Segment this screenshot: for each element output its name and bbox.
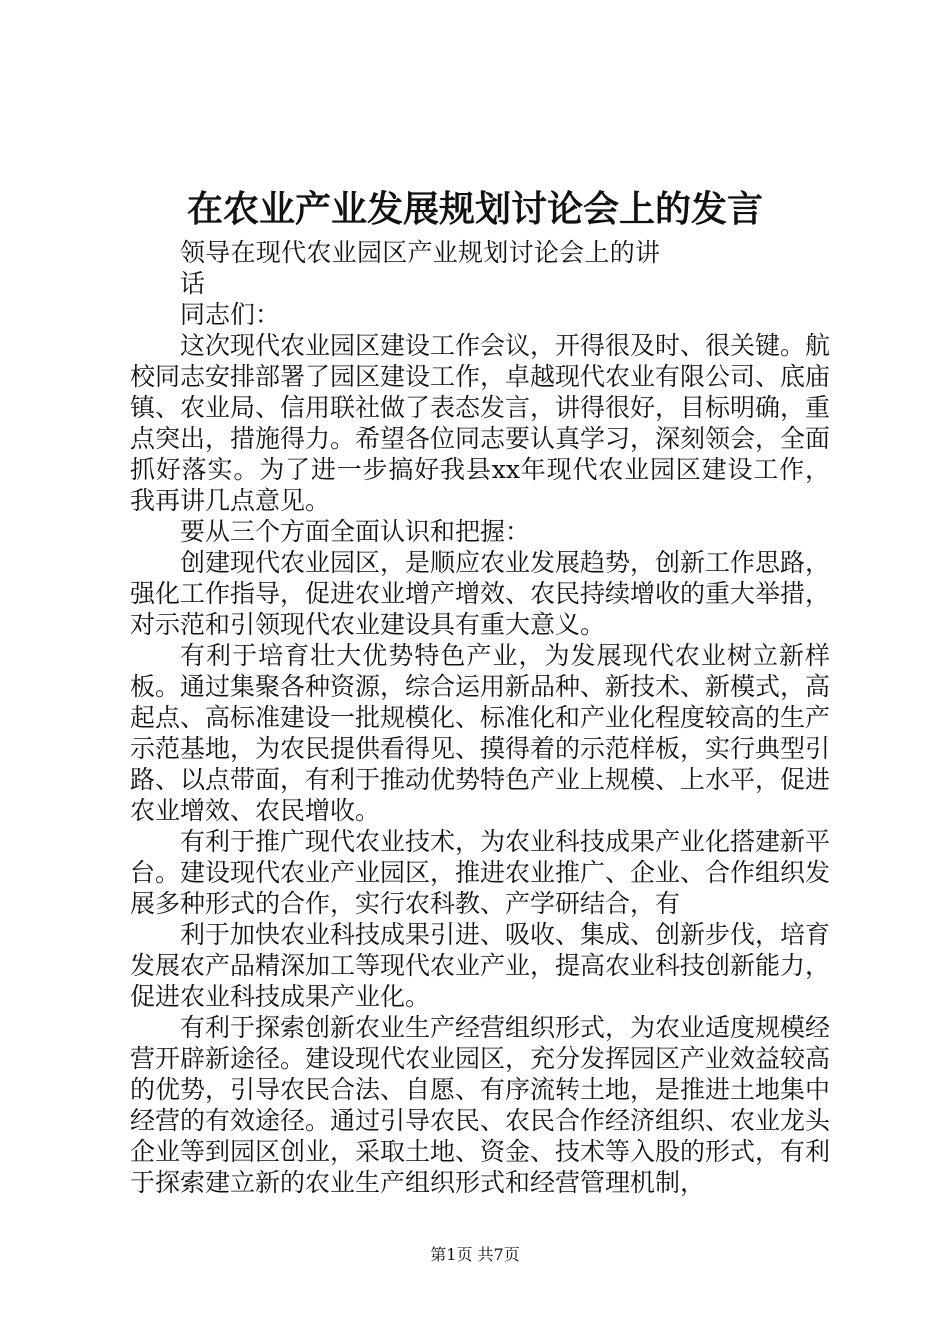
paragraph: 有利于探索创新农业生产经营组织形式，为农业适度规模经营开辟新途径。建设现代农业园区，充分发挥园区产业效益较高的优势，引导农民合法、自愿、有序流转土地，是推进土地集中经营的有效途径。通过引导农民、农民合作经济组织、农业龙头企业等到园区创业，采取土地、资金、技术等入股的形式，有利于探索建立新的农业生产组织形式和经营管理机制， bbox=[130, 1013, 831, 1197]
paragraph: 利于加快农业科技成果引进、吸收、集成、创新步伐，培育发展农产品精深加工等现代农业产业，提高农业科技创新能力，促进农业科技成果产业化。 bbox=[130, 920, 831, 1011]
paragraph: 有利于推广现代农业技术，为农业科技成果产业化搭建新平台。建设现代农业产业园区，推进农业推广、企业、合作组织发展多种形式的合作，实行农科教、产学研结合，有 bbox=[130, 827, 831, 918]
page-footer: 第1页 共7页 bbox=[430, 1245, 520, 1264]
salutation: 同志们： bbox=[180, 300, 281, 329]
document-title: 在农业产业发展规划讨论会上的发言 bbox=[186, 188, 763, 230]
paragraph: 有利于培育壮大优势特色产业，为发展现代农业树立新样板。通过集聚各种资源，综合运用新品种、新技术、新模式，高起点、高标准建设一批规模化、标准化和产业化程度较高的生产示范基地，为农民提供看得见、摸得着的示范样板，实行典型引路、以点带面，有利于推动优势特色产业上规模、上水平，促进农业增效、农民增收。 bbox=[130, 641, 831, 825]
paragraph: 创建现代农业园区，是顺应农业发展趋势，创新工作思路，强化工作指导，促进农业增产增效、农民持续增收的重大举措，对示范和引领现代农业建设具有重大意义。 bbox=[130, 548, 831, 639]
document-subtitle: 领导在现代农业园区产业规划讨论会上的讲话 bbox=[180, 238, 660, 298]
document-body bbox=[130, 237, 830, 1198]
paragraph: 这次现代农业园区建设工作会议，开得很及时、很关键。航校同志安排部署了园区建设工作，卓越现代农业有限公司、底庙镇、农业局、信用联社做了表态发言，讲得很好，目标明确，重点突出，措施得力。希望各位同志要认真学习，深刻领会，全面抓好落实。为了进一步搞好我县xx年现代农业园区建设工作，我再讲几点意见。 bbox=[130, 331, 831, 515]
paragraph: 要从三个方面全面认识和把握： bbox=[180, 517, 531, 546]
